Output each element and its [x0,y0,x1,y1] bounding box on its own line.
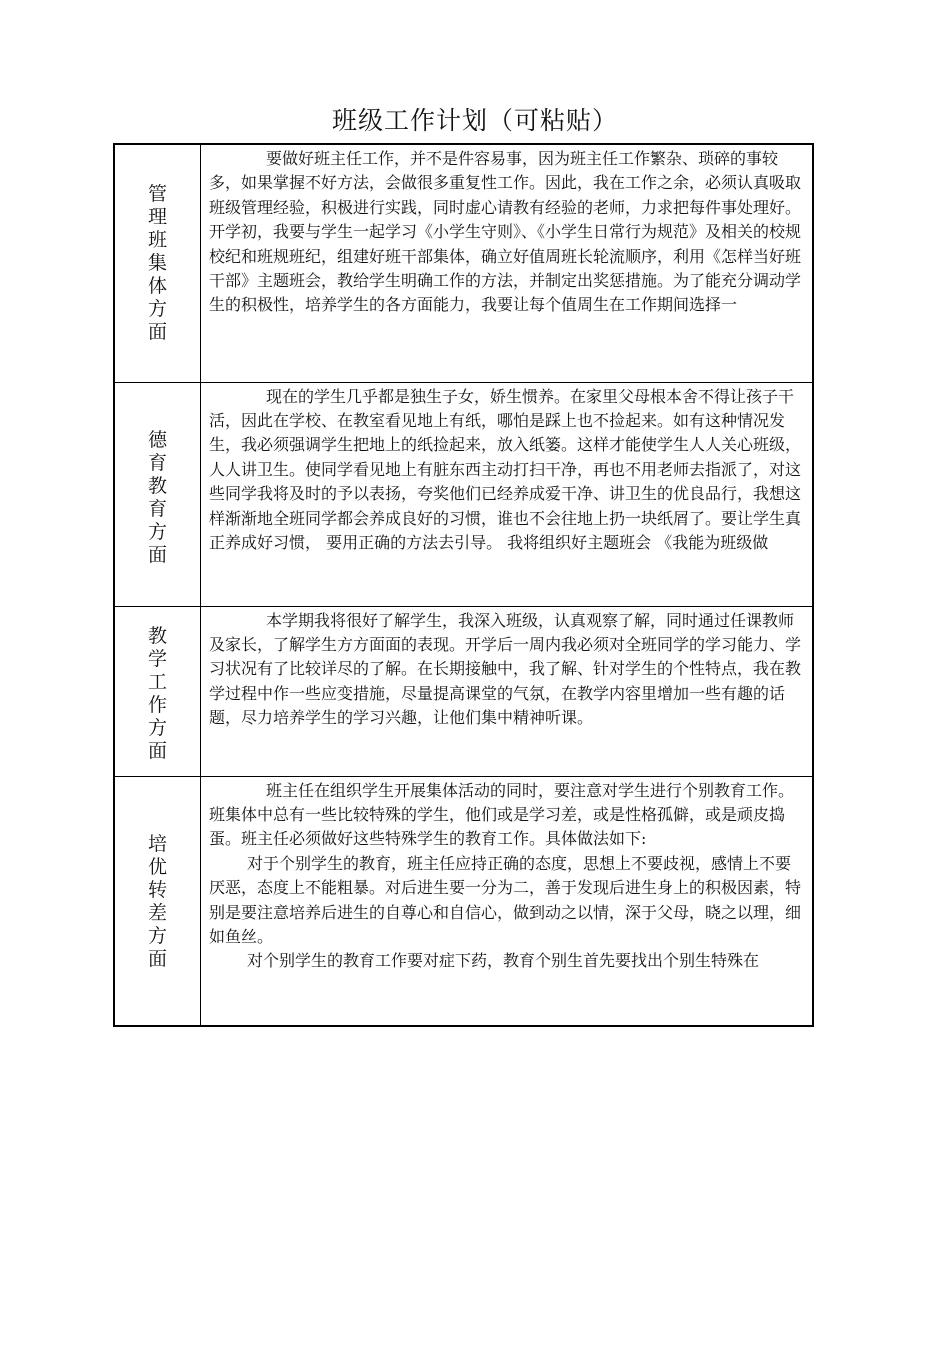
section-heading-cell [114,606,201,776]
section-row-top-and-struggling-students [114,776,813,1026]
section-heading: 德育教育方面 [147,428,167,566]
section-row-class-management [114,144,813,382]
section-paragraph: 现在的学生几乎都是独生子女，娇生惯养。在家里父母根本舍不得让孩子干活，因此在学校、在教室看见地上有纸，哪怕是踩上也不捡起来。如有这种情况发生，我必须强调学生把地上的纸捡起来，放入纸篓。这样才能使学生人人关心班级，人人讲卫生。使同学看见地上有脏东西主动打扫干净，再也不用老师去指派了，对这些同学我将及时的予以表扬，夸奖他们已经养成爱干净、讲卫生的优良品行，我想这样渐渐地全班同学都会养成良好的习惯，谁也不会往地上扔一块纸屑了。要让学生真正养成好习惯， 要用正确的方法去引导。 我将组织好主题班会 《我能为班级做 [209,386,802,552]
section-paragraph: 班主任在组织学生开展集体活动的同时，要注意对学生进行个别教育工作。班集体中总有一些比较特殊的学生，他们或是学习差，或是性格孤僻，或是顽皮捣蛋。班主任必须做好这些特殊学生的教育工作。具体做法如下: [209,780,795,849]
section-paragraph: 要做好班主任工作，并不是件容易事，因为班主任工作繁杂、琐碎的事较多，如果掌握不好方法，会做很多重复性工作。因此，我在工作之余，必须认真吸取班级管理经验，积极进行实践，同时虚心请教有经验的老师，力求把每件事处理好。开学初，我要与学生一起学习《小学生守则》、《小学生日常行为规范》及相关的校规校纪和班规班纪，组建好班干部集体，确立好值周班长轮流顺序，利用《怎样当好班干部》主题班会，教给学生明确工作的方法，并制定出奖惩措施。为了能充分调动学生的积极性，培养学生的各方面能力，我要让每个值周生在工作期间选择一 [209,149,802,315]
section-content-cell [201,382,814,606]
section-paragraph: 本学期我将很好了解学生，我深入班级，认真观察了解，同时通过任课教师及家长，了解学生方方面面的表现。开学后一周内我必须对全班同学的学习能力、学习状况有了比较详尽的了解。在长期接触中，我了解、针对学生的个性特点，我在教学过程中作一些应变措施，尽量提高课堂的气氛，在教学内容里增加一些有趣的话题，尽力培养学生的学习兴趣，让他们集中精神听课。 [209,610,802,728]
section-paragraph: 对于个别学生的教育，班主任应持正确的态度，思想上不要歧视，感情上不要厌恶，态度上不能粗暴。对后进生要一分为二，善于发现后进生身上的积极因素，特别是要注意培养后进生的自尊心和自信心，做到动之以情，深于父母，晓之以理，细如鱼丝。 [209,853,802,946]
section-content [201,607,812,733]
section-heading: 管理班集体方面 [147,183,167,343]
section-content [201,145,812,320]
section-content-cell [201,144,814,382]
section-content-cell [201,776,814,1026]
section-heading-cell [114,382,201,606]
section-content [201,383,812,558]
section-heading-cell [114,144,201,382]
section-row-moral-education [114,382,813,606]
section-paragraph: 对个别学生的教育工作要对症下药，教育个别生首先要找出个别生特殊在 [247,951,760,971]
document-title: 班级工作计划（可粘贴） [331,106,618,135]
section-content-cell [201,606,814,776]
section-content [201,777,812,976]
section-heading: 教学工作方面 [147,624,167,762]
plan-table [113,143,814,1027]
section-heading: 培优转差方面 [147,832,167,970]
section-row-teaching-work [114,606,813,776]
section-heading-cell [114,776,201,1026]
